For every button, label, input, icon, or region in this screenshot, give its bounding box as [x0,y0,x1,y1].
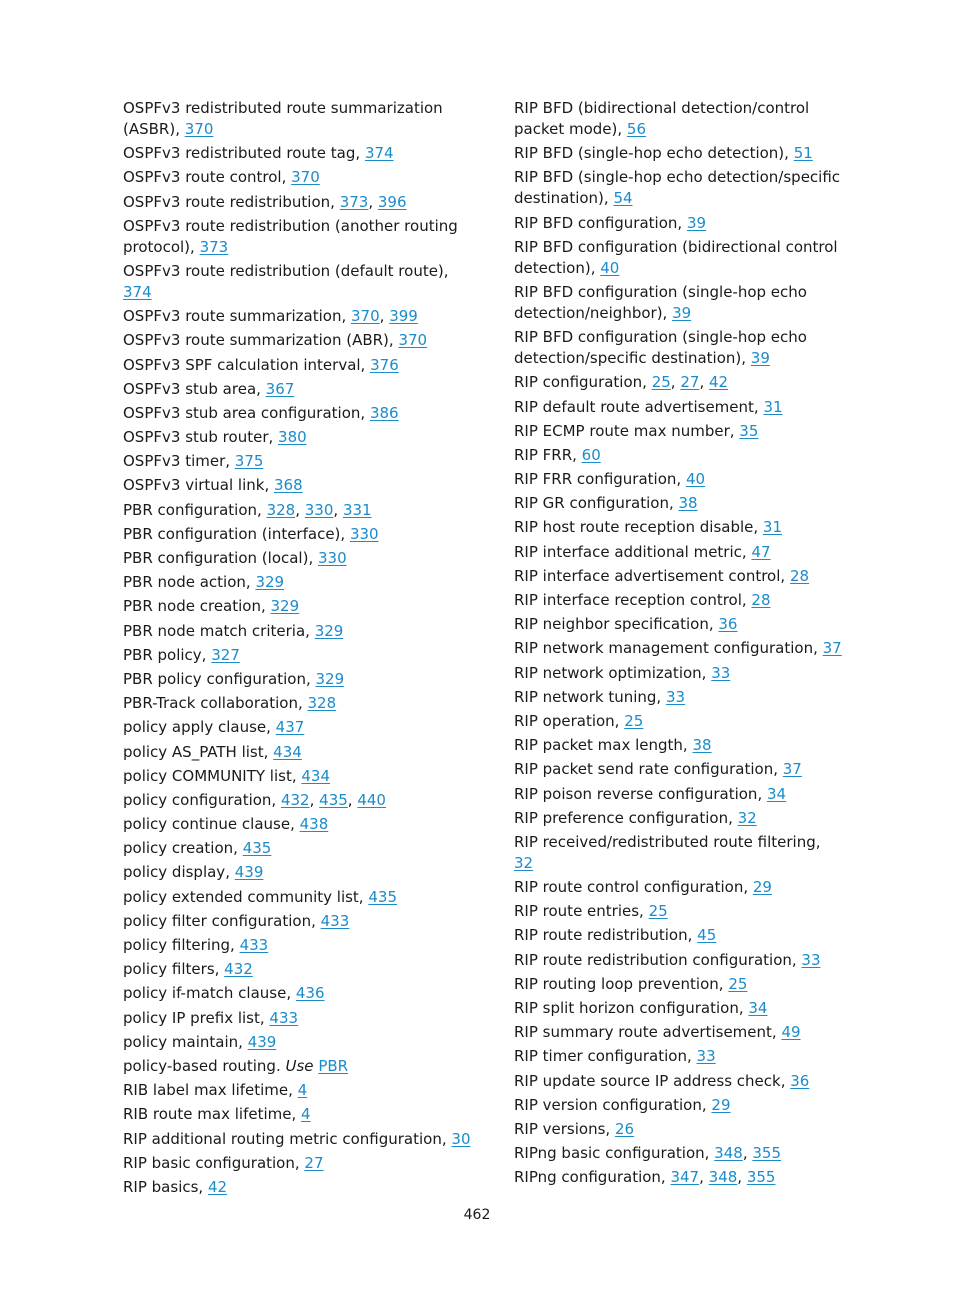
index-term: RIP route entries, [514,902,649,921]
index-entry [123,427,473,448]
index-term: RIB label max lifetime, [123,1081,298,1100]
index-term: RIP GR configuration, [514,494,679,513]
index-term: OSPFv3 route summarization, [123,307,351,326]
index-entry [514,759,844,780]
page-reference-link[interactable]: 386 [369,403,399,422]
page-reference-link[interactable]: 28 [751,591,771,609]
index-entry [514,877,844,898]
index-entry [123,98,473,140]
page-reference-link[interactable]: 329 [270,597,300,616]
index-entry [123,572,473,593]
index-entry: RIPng configuration, 347, 348, 355 [514,1168,776,1187]
page-reference-link[interactable]: 32 [514,853,534,872]
page-reference-link[interactable]: 437 [275,718,305,737]
index-entry: RIPng basic configuration, 348, 355 [514,1144,781,1163]
index-entry [514,98,844,140]
page-reference-link[interactable]: 29 [711,1095,731,1114]
index-entry [514,808,844,829]
page-reference-link[interactable]: 27 [304,1153,324,1172]
index-entry [514,1022,844,1043]
index-term: RIP summary route advertisement, [514,1023,782,1042]
index-entry [514,143,844,164]
page-reference-link[interactable]: 327 [211,645,240,664]
index-entry [514,566,844,587]
page-reference-link[interactable]: 33 [665,687,686,706]
index-entry [123,1129,473,1150]
index-term: policy display, [123,863,235,882]
index-term: OSPFv3 stub area configuration, [123,403,370,422]
index-term: policy IP prefix list, [123,1008,270,1027]
page-reference-link[interactable]: 330 [318,549,347,567]
index-term: PBR node action, [123,573,256,592]
index-term: RIPng configuration, [514,1168,671,1187]
index-entry [123,596,473,617]
page-reference-link[interactable]: 37 [782,760,802,779]
index-entry [514,974,844,995]
index-entry [123,403,473,424]
index-term: RIP BFD configuration (single-hop echo detection/neighbor), [514,282,807,322]
page-reference-link[interactable]: 36 [790,1071,810,1090]
index-entry [514,638,844,659]
index-term: RIP packet send rate configuration, [514,760,783,779]
index-term: RIP route redistribution configuration, [514,950,802,969]
index-entry [123,1080,473,1101]
index-term: PBR configuration, [123,500,267,519]
page-reference-link[interactable]: 433 [239,936,269,954]
index-term: PBR configuration (local), [123,549,318,567]
index-entry [123,862,473,883]
page-reference-link[interactable]: 329 [255,573,285,592]
page-reference-link[interactable]: 396 [377,192,407,211]
index-term: RIP network management configuration, [514,639,823,658]
index-term: RIP BFD configuration (bidirectional control detection), [514,237,838,277]
index-term: policy COMMUNITY list, [123,766,302,785]
index-entry [123,887,473,908]
index-term: RIP timer configuration, [514,1047,697,1066]
page-reference-link[interactable]: 438 [299,815,329,834]
page-reference-link[interactable]: 347 [670,1168,700,1187]
index-entry [514,784,844,805]
index-term: RIP received/redistributed route filtering, [514,832,821,851]
page-reference-link[interactable]: 368 [273,476,303,495]
index-term: RIP route redistribution, [514,926,698,945]
index-entry [123,167,473,188]
page-reference-link[interactable]: 39 [686,213,707,232]
index-term: RIP versions, [514,1119,615,1138]
index-term: PBR policy configuration, [123,669,316,688]
index-entry [123,143,473,164]
index-term: RIP FRR configuration, [514,470,686,489]
index-term: OSPFv3 route control, [123,168,292,187]
page-reference-link[interactable]: 49 [781,1023,801,1042]
page-reference-link[interactable]: 330 [349,524,379,543]
index-entry [514,542,844,563]
page-reference-link[interactable]: 370 [398,331,428,350]
index-entry: OSPFv3 route summarization, 370, 399 [123,307,418,326]
index-term: RIP BFD configuration (single-hop echo detection/specific destination), [514,328,807,368]
index-entry: PBR configuration, 328, 330, 331 [123,500,372,519]
page-reference-link[interactable]: 370 [351,307,380,326]
index-entry [123,645,473,666]
index-entry [514,735,844,756]
page-reference-link[interactable]: 51 [793,144,813,163]
index-entry: policy configuration, 432, 435, 440 [123,790,386,809]
index-term: PBR node match criteria, [123,621,315,640]
index-entry [123,911,473,932]
index-term: OSPFv3 route redistribution (default route), [123,261,449,280]
index-entry [123,1153,473,1174]
page-reference-link[interactable]: 434 [273,742,302,761]
index-entry [514,901,844,922]
index-term: RIP route control configuration, [514,878,753,897]
index-term: policy AS_PATH list, [123,742,274,761]
page-reference-link[interactable]: 399 [389,307,418,326]
page-reference-link[interactable]: 60 [581,445,601,464]
index-entry [514,998,844,1019]
page-reference-link[interactable]: 33 [696,1047,716,1066]
page-reference-link[interactable]: 434 [301,766,331,785]
index-term: RIP BFD (single-hop echo detection/specific destination), [514,168,841,208]
page-reference-link[interactable]: 370 [291,168,320,187]
page-reference-link[interactable]: 31 [763,397,783,416]
index-term: PBR policy, [123,645,212,664]
page-reference-link[interactable]: 40 [600,258,620,277]
index-entry [123,548,473,569]
page-reference-link[interactable]: 355 [746,1168,776,1187]
page-reference-link[interactable]: 374 [123,282,152,301]
index-term: policy apply clause, [123,718,276,737]
index-entry [123,1056,473,1077]
index-entry [123,1032,473,1053]
page-reference-link[interactable]: 435 [368,887,397,906]
index-term: RIP split horizon configuration, [514,999,749,1017]
page-reference-link[interactable]: 380 [278,428,307,447]
index-term: RIP BFD (bidirectional detection/control packet mode), [514,99,810,138]
index-term: policy extended community list, [123,887,369,906]
page-reference-link[interactable]: 373 [199,237,229,256]
page-reference-link[interactable]: 54 [613,189,633,208]
index-entry [514,832,844,874]
page-reference-link[interactable]: 433 [320,911,350,930]
page-reference-link[interactable]: 38 [678,494,698,513]
index-entry [123,451,473,472]
index-term: RIP FRR, [514,445,582,464]
index-entry [514,711,844,732]
index-term: RIP operation, [514,711,625,730]
index-entry [514,469,844,490]
page-reference-link[interactable]: 38 [692,736,712,755]
page-reference-link[interactable]: 348 [708,1168,738,1187]
page-reference-link[interactable]: 36 [718,615,738,634]
index-entry [514,493,844,514]
index-term: OSPFv3 SPF calculation interval, [123,355,371,374]
page-reference-link[interactable]: 370 [184,120,214,138]
index-term: RIB route max lifetime, [123,1105,302,1124]
index-term: RIP packet max length, [514,736,693,755]
page-reference-link[interactable]: 39 [750,349,770,368]
page-reference-link[interactable]: 45 [697,926,717,945]
index-term: policy continue clause, [123,815,300,834]
page-reference-link[interactable]: 439 [247,1032,277,1051]
index-entry [514,1095,844,1116]
page-reference-link[interactable]: 328 [266,500,296,519]
page-reference-link[interactable]: 376 [370,355,399,374]
index-term: RIP host route reception disable, [514,518,763,537]
page-reference-link[interactable]: 328 [307,694,337,713]
page-reference-link[interactable]: 25 [648,902,668,921]
index-term: RIP network tuning, [514,687,666,706]
page-reference-link[interactable]: 4 [301,1105,311,1124]
index-entry [123,1177,473,1198]
index-term: policy filter configuration, [123,911,321,930]
index-term: OSPFv3 redistributed route tag, [123,144,365,163]
page-reference-link[interactable]: 25 [651,373,671,392]
index-entry [123,261,473,303]
index-entry [123,838,473,859]
index-term: RIP interface additional metric, [514,542,752,561]
index-entry [123,959,473,980]
index-entry [514,663,844,684]
index-entry [514,213,844,234]
page-reference-link[interactable]: 30 [451,1129,471,1148]
index-term: RIP basic configuration, [123,1153,305,1172]
index-term: RIP neighbor specification, [514,615,719,634]
index-term: policy creation, [123,839,243,858]
index-entry [514,282,844,324]
index-term: RIP ECMP route max number, [514,421,740,440]
index-entry [514,397,844,418]
index-term: RIP interface advertisement control, [514,566,790,585]
index-entry [123,621,473,642]
index-term: RIPng basic configuration, [514,1144,715,1163]
index-term: RIP version configuration, [514,1095,712,1114]
index-entry [123,742,473,763]
index-term: RIP basics, [123,1177,208,1196]
see-also-label: Use [285,1056,314,1075]
index-entry [123,693,473,714]
index-entry [123,524,473,545]
index-entry [514,237,844,279]
index-entry [123,216,473,258]
index-entry [123,935,473,956]
index-entry [514,614,844,635]
index-term: PBR configuration (interface), [123,524,350,543]
index-term: RIP update source IP address check, [514,1071,791,1090]
page-reference-link[interactable]: 329 [315,669,345,688]
page-reference-link[interactable]: 33 [801,950,821,969]
index-term: RIP BFD configuration, [514,213,687,232]
index-entry: RIP configuration, 25, 27, 42 [514,373,729,392]
index-term: RIP BFD (single-hop echo detection), [514,144,794,163]
page-reference-link[interactable]: 29 [752,878,772,897]
index-term: OSPFv3 stub router, [123,428,279,447]
index-entry [514,590,844,611]
index-term: RIP configuration, [514,373,652,392]
index-entry: OSPFv3 route redistribution, 373, 396 [123,192,407,211]
index-entry [514,1046,844,1067]
page-reference-link[interactable]: 348 [714,1144,743,1163]
page-number: 462 [463,1207,491,1223]
page-reference-link[interactable]: 25 [728,974,748,993]
index-term: policy configuration, [123,790,281,809]
index-entry [123,814,473,835]
page-reference-link[interactable]: 432 [280,790,310,809]
page-reference-link[interactable]: 435 [242,839,272,858]
page-reference-link[interactable]: 35 [739,421,759,440]
page-reference-link[interactable]: 26 [614,1119,635,1138]
index-entry [514,517,844,538]
page-reference-link[interactable]: 40 [685,470,706,489]
index-entry [123,475,473,496]
page-reference-link[interactable]: 27 [680,373,700,392]
index-term: PBR-Track collaboration, [123,694,308,713]
page-reference-link[interactable]: 31 [762,518,783,537]
index-entry [123,717,473,738]
index-term: OSPFv3 virtual link, [123,476,274,495]
page-reference-link[interactable]: 25 [624,711,644,730]
index-entry [123,766,473,787]
page-reference-link[interactable]: 34 [766,784,787,803]
page-reference-link[interactable]: 4 [297,1081,308,1100]
page-reference-link[interactable]: 47 [751,542,771,561]
index-entry [123,983,473,1004]
page-reference-link[interactable]: 34 [748,999,768,1017]
index-entry [514,327,844,369]
index-entry [514,950,844,971]
page-reference-link[interactable]: 432 [224,960,253,979]
index-entry [514,167,844,209]
index-term: RIP default route advertisement, [514,397,764,416]
page-reference-link[interactable]: 331 [342,500,372,519]
page-reference-link[interactable]: 42 [207,1177,228,1196]
index-term: RIP interface reception control, [514,591,752,609]
page-reference-link[interactable]: 42 [708,373,729,392]
index-entry [514,1119,844,1140]
page-reference-link[interactable]: PBR [318,1056,349,1075]
index-term: RIP preference configuration, [514,808,738,827]
page-reference-link[interactable]: 375 [234,452,264,471]
index-entry [123,379,473,400]
index-term: policy maintain, [123,1032,248,1051]
page-reference-link[interactable]: 436 [295,984,325,1003]
index-entry [514,421,844,442]
page-reference-link[interactable]: 367 [265,379,295,398]
index-entry [123,355,473,376]
page-reference-link[interactable]: 37 [822,639,842,658]
index-entry [514,687,844,708]
index-term: OSPFv3 redistributed route summarization (ASBR), [123,99,443,138]
page-reference-link[interactable]: 374 [364,144,394,163]
index-term: OSPFv3 timer, [123,452,235,471]
index-entry [123,669,473,690]
page-reference-link[interactable]: 355 [752,1144,781,1163]
index-entry [514,445,844,466]
index-term: policy filtering, [123,936,240,954]
page-reference-link[interactable]: 329 [314,621,344,640]
page-reference-link[interactable]: 433 [269,1008,299,1027]
index-term: OSPFv3 route redistribution (another routing protocol), [123,216,458,256]
index-entry [123,1008,473,1029]
page-reference-link[interactable]: 56 [626,120,647,138]
index-term: RIP poison reverse configuration, [514,784,767,803]
page-reference-link[interactable]: 435 [319,790,348,809]
page-reference-link[interactable]: 28 [789,566,810,585]
page-reference-link[interactable]: 440 [357,790,386,809]
page-reference-link[interactable]: 330 [304,500,334,519]
index-term: RIP routing loop prevention, [514,974,729,993]
index-entry [123,1104,473,1125]
index-term: policy filters, [123,960,225,979]
index-term: PBR node creation, [123,597,271,616]
page-reference-link[interactable]: 33 [711,663,731,682]
index-term: OSPFv3 route redistribution, [123,192,340,211]
page-reference-link[interactable]: 373 [339,192,369,211]
index-entry [514,925,844,946]
index-term: OSPFv3 route summarization (ABR), [123,331,399,350]
index-entry [123,330,473,351]
page-reference-link[interactable]: 39 [672,303,692,322]
index-term: RIP additional routing metric configuration, [123,1129,452,1148]
index-term: policy if-match clause, [123,984,296,1003]
page-reference-link[interactable]: 439 [234,863,264,882]
index-column-right [514,98,844,1192]
index-term: OSPFv3 stub area, [123,379,266,398]
index-entry [514,1071,844,1092]
page-reference-link[interactable]: 32 [737,808,757,827]
index-column-left [123,98,473,1201]
index-term: RIP network optimization, [514,663,712,682]
index-term: policy-based routing. [123,1056,286,1075]
